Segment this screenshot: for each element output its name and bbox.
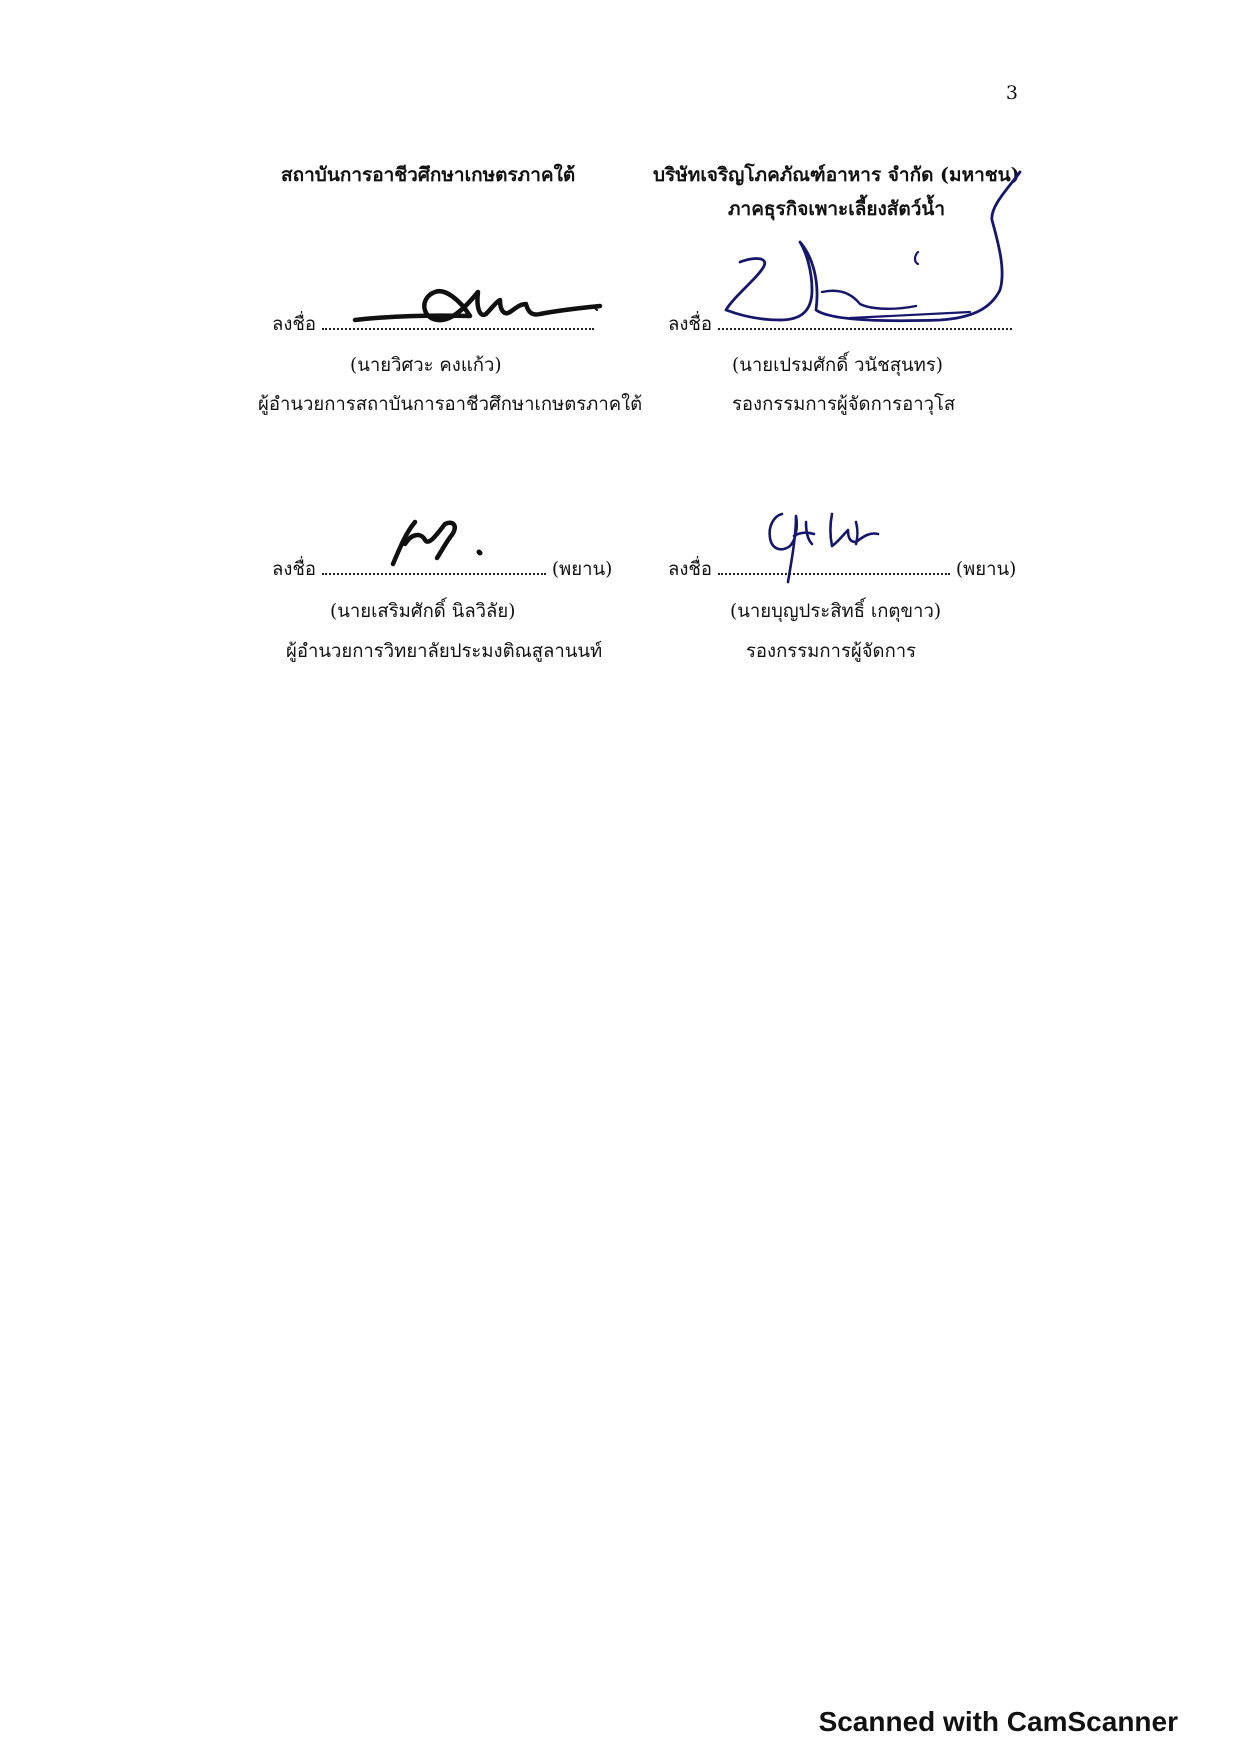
left-witness-sign-label: ลงชื่อ bbox=[272, 559, 317, 580]
left-party-signature bbox=[350, 270, 600, 340]
left-party-position: ผู้อำนวยการสถาบันการอาชีวศึกษาเกษตรภาคใต้ bbox=[258, 394, 643, 415]
left-party-name: (นายวิศวะ คงแก้ว) bbox=[350, 355, 502, 376]
left-witness-signature bbox=[385, 512, 505, 572]
right-party-organization-division: ภาคธุรกิจเพาะเลี้ยงสัตว์น้ำ bbox=[728, 198, 946, 220]
right-witness-name: (นายบุญประสิทธิ์ เกตุขาว) bbox=[730, 601, 942, 622]
right-witness-position: รองกรรมการผู้จัดการ bbox=[746, 641, 917, 662]
right-witness-sign-label: ลงชื่อ bbox=[668, 559, 713, 580]
right-party-sign-label: ลงชื่อ bbox=[668, 314, 713, 335]
right-witness-signature bbox=[752, 506, 892, 586]
right-party-position: รองกรรมการผู้จัดการอาวุโส bbox=[732, 394, 956, 415]
right-party-signature bbox=[720, 170, 1020, 335]
camscanner-watermark: Scanned with CamScanner bbox=[818, 1706, 1178, 1737]
right-party-name: (นายเปรมศักดิ์ วนัชสุนทร) bbox=[732, 355, 944, 376]
right-party-organization: บริษัทเจริญโภคภัณฑ์อาหาร จำกัด (มหาชน) bbox=[653, 164, 1020, 186]
left-party-organization: สถาบันการอาชีวศึกษาเกษตรภาคใต้ bbox=[281, 164, 576, 186]
left-witness-label: (พยาน) bbox=[551, 559, 613, 580]
left-witness-name: (นายเสริมศักดิ์ นิลวิลัย) bbox=[330, 601, 516, 622]
right-witness-label: (พยาน) bbox=[955, 559, 1017, 580]
left-witness-position: ผู้อำนวยการวิทยาลัยประมงติณสูลานนท์ bbox=[286, 641, 603, 662]
left-party-sign-label: ลงชื่อ bbox=[272, 314, 317, 335]
page-number: 3 bbox=[1005, 82, 1018, 104]
